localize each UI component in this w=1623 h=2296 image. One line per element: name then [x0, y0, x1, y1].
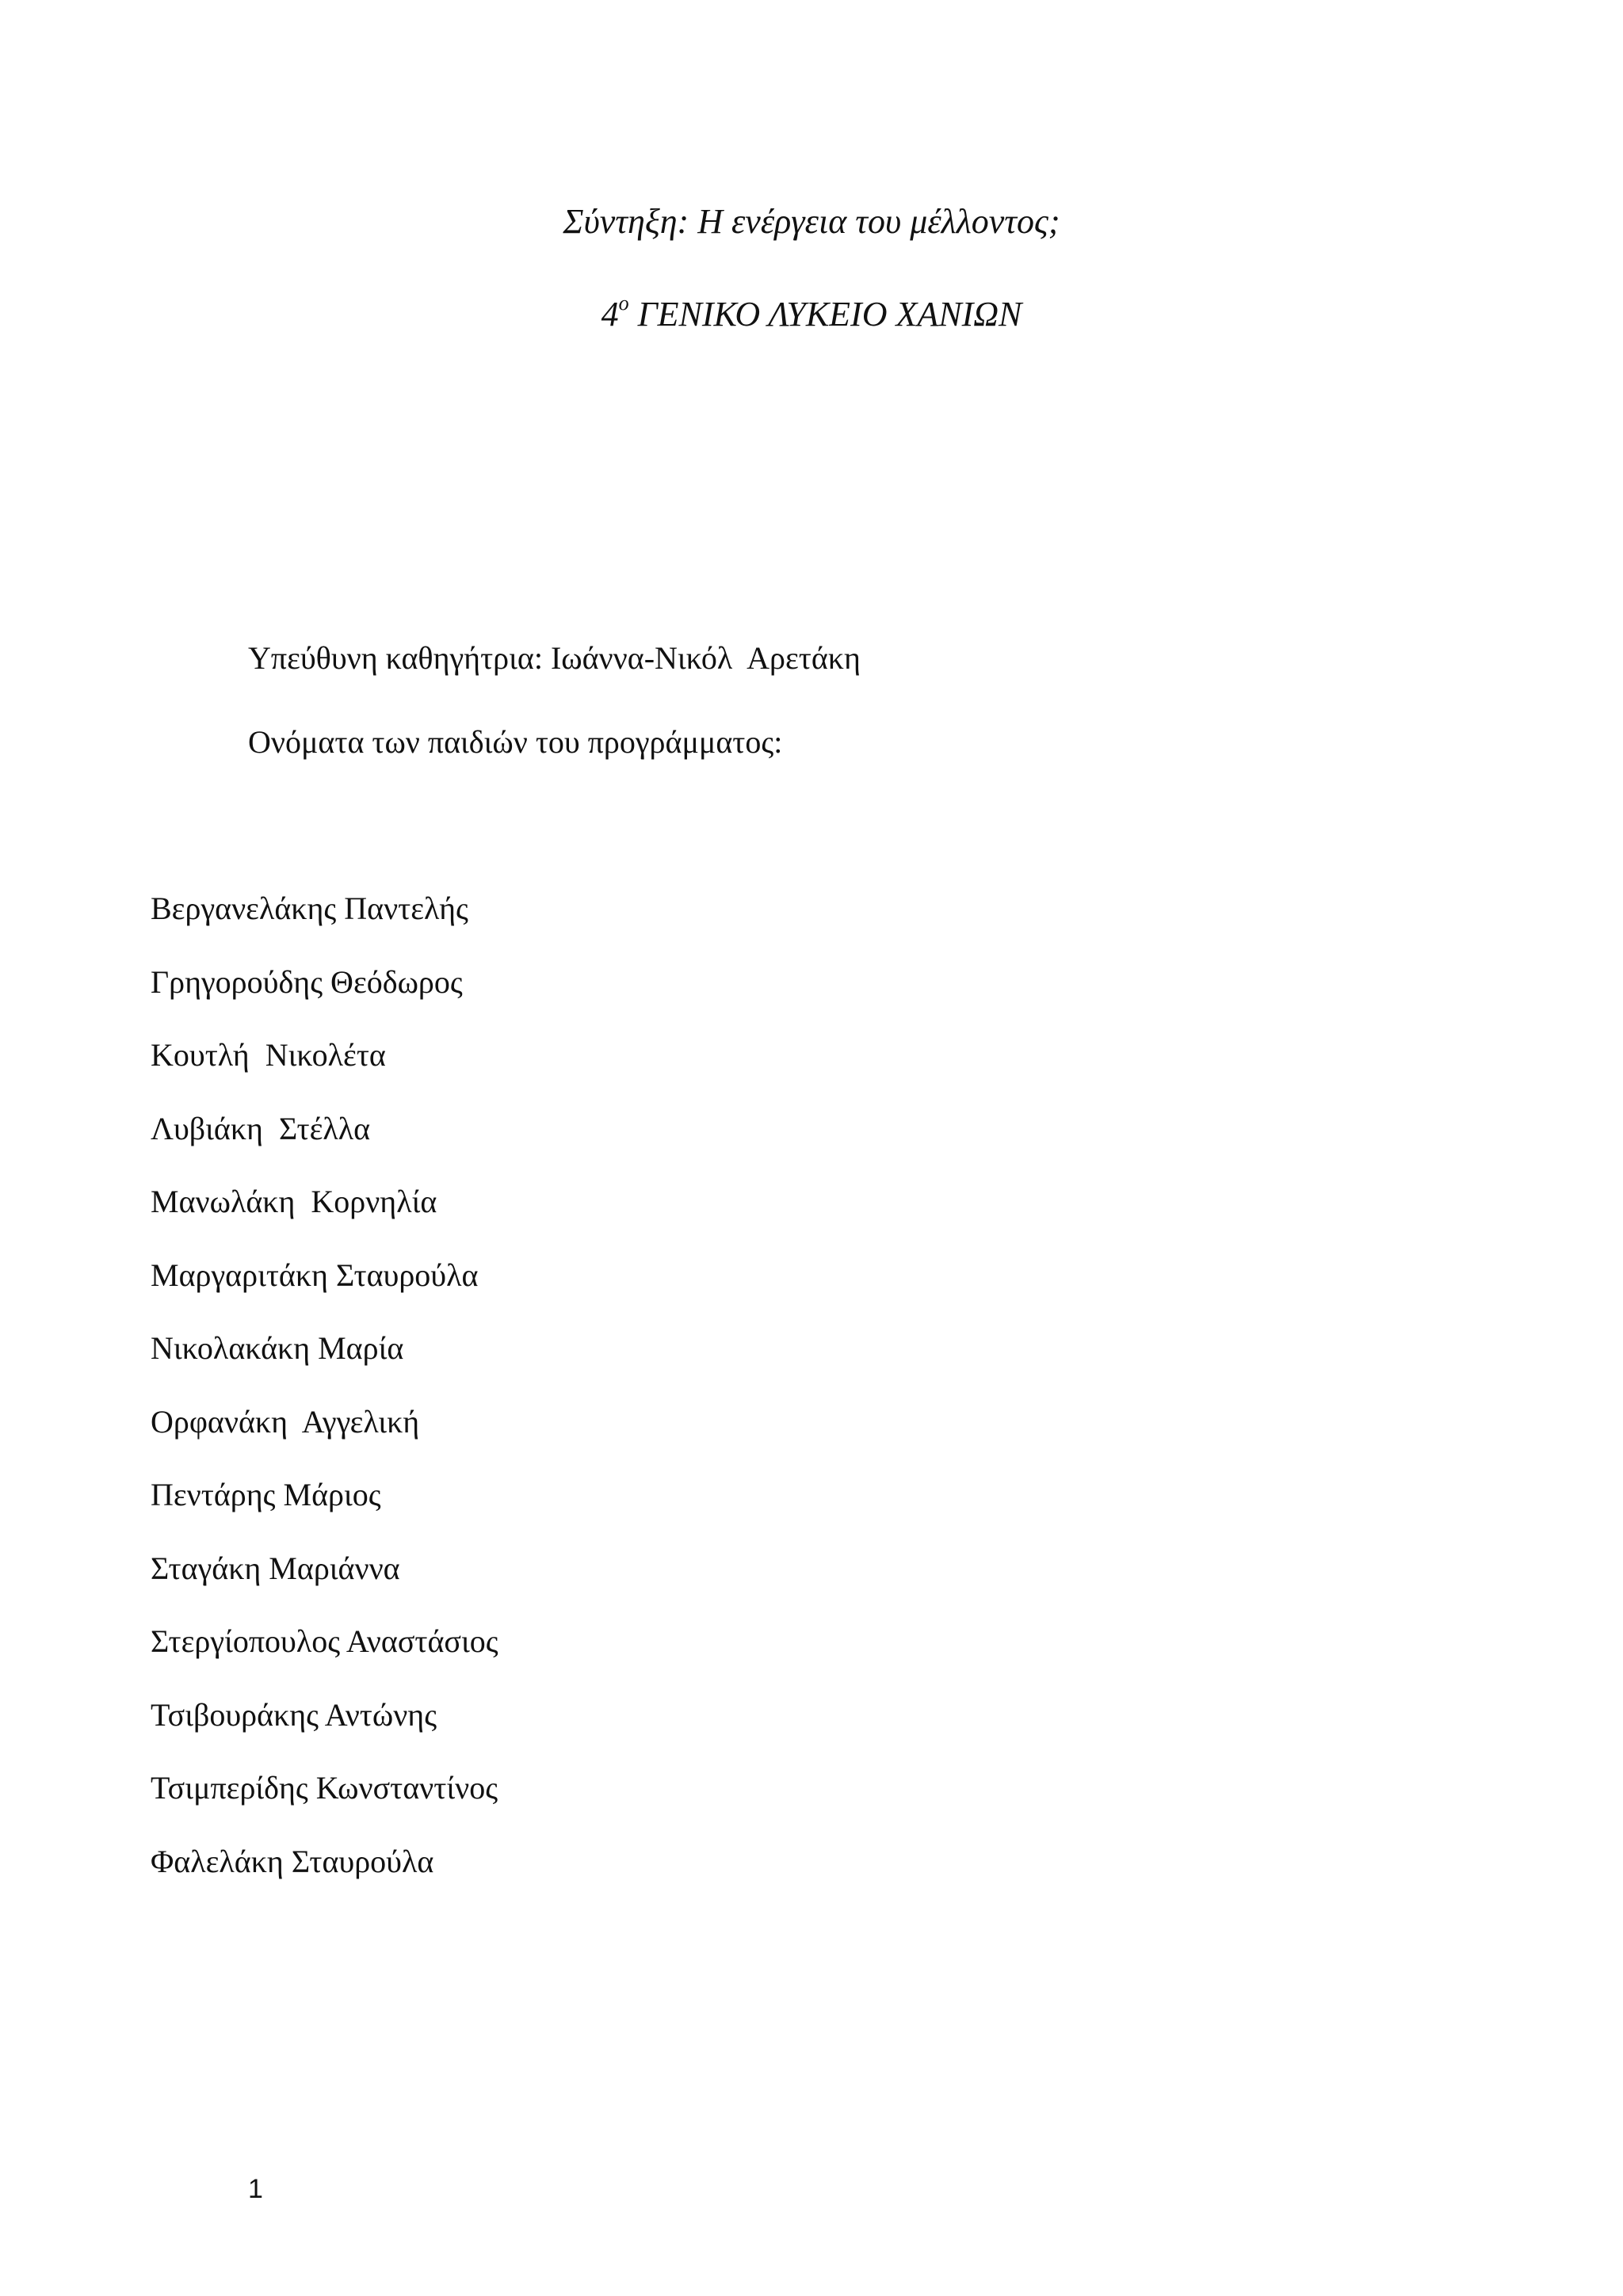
student-name: Γρηγορούδης Θεόδωρος [151, 963, 463, 1000]
student-name: Τσιμπερίδης Κωνσταντίνος [151, 1770, 498, 1806]
student-name: Μανωλάκη Κορνηλία [151, 1184, 437, 1219]
school-name: ΓΕΝΙΚΟ ΛΥΚΕΙΟ ΧΑΝΙΩΝ [637, 295, 1022, 334]
student-name: Τσιβουράκης Αντώνης [151, 1696, 437, 1733]
student-name: Σταγάκη Μαριάννα [151, 1550, 400, 1586]
document-title: Σύντηξη: Η ενέργεια του μέλλοντος; [563, 202, 1060, 241]
teacher-line: Υπεύθυνη καθηγήτρια: Ιωάννα-Νικόλ Αρετάκη [248, 640, 861, 676]
school-ordinal-suffix: ο [618, 292, 629, 315]
school-title [0, 294, 1623, 335]
students-heading: Ονόματα των παιδιών του προγράμματος: [248, 724, 783, 760]
student-name: Μαργαριτάκη Σταυρούλα [151, 1257, 479, 1293]
student-name: Φαλελάκη Σταυρούλα [151, 1843, 434, 1879]
student-name: Στεργίοπουλος Αναστάσιος [151, 1623, 498, 1659]
student-name: Βεργανελάκης Παντελής [151, 891, 468, 926]
student-name: Πεντάρης Μάριος [151, 1477, 381, 1512]
student-name: Ορφανάκη Αγγελική [151, 1403, 420, 1440]
student-name: Κουτλή Νικολέτα [151, 1037, 386, 1073]
student-name: Λυβιάκη Στέλλα [151, 1110, 371, 1146]
school-ordinal-number: 4 [601, 295, 619, 334]
page-number: 1 [248, 2174, 263, 2204]
student-name: Νικολακάκη Μαρία [151, 1330, 404, 1366]
student-list [151, 890, 498, 1916]
